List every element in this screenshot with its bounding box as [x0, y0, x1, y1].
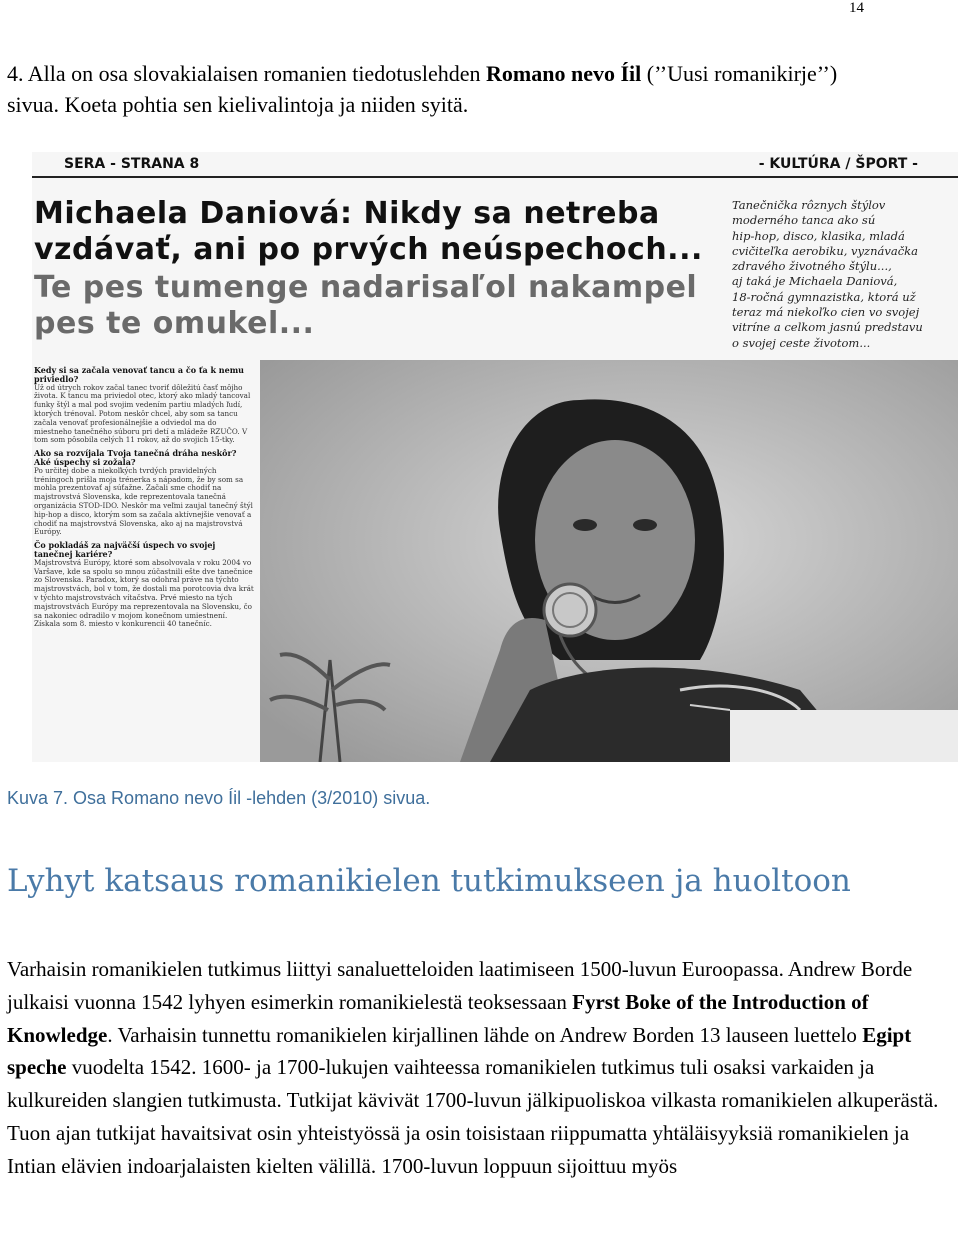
book-title: Fyrst Boke of the Introduction of Knowledge: [7, 989, 869, 1047]
interview-answer: Po určitej dobe a niekoľkých tvrdých pravidelných tréningoch prišla moja trénerka s nápadom, že by som sa mohla prezentovať aj súťažne. Začali sme chodiť na majstrovstvá Slovenska, kde reprezentovala tanečná organizácia STOD-IDO. Neskôr ma veľmi zaujal tanečný štýl hip-hop a disco, ktorým som sa začala aktívnejšie venovať a chodiť na majstrovstvá Slovenska, ako aj na majstrovstvá Európy.: [34, 465, 253, 537]
question-publication-name: Romano nevo Íil: [486, 61, 642, 86]
sidebar-line: aj taká je Michaela Daniová,: [732, 274, 898, 289]
body-paragraph: [7, 953, 952, 1183]
sidebar-line: vitríne a celkom jasnú predstavu: [732, 320, 923, 335]
sidebar-line: teraz má niekoľko cien vo svojej: [732, 305, 920, 320]
clipping-intro-sidebar: [732, 198, 952, 351]
newspaper-clipping: [32, 152, 958, 762]
interview-question: Kedy si sa začala venovať tancu a čo ťa k nemu priviedlo?: [34, 365, 244, 384]
interview-question: Ako sa rozvíjala Tvoja tanečná dráha neskôr? Aké úspechy si zožala?: [34, 448, 237, 467]
sidebar-line: moderného tanca ako sú: [732, 213, 876, 228]
clipping-section-right: - KULTÚRA / ŠPORT -: [758, 156, 918, 172]
clipping-headline-1: Michaela Daniová: Nikdy sa netreba: [34, 196, 660, 231]
sidebar-line: cvičiteľka aerobiku, vyznávačka: [732, 243, 918, 258]
question-text-2: (’’Uusi romanikirje’’) sivua. Koeta pohtia sen kielivalintoja ja niiden syitä.: [7, 61, 838, 117]
sidebar-line: zdravého životného štýlu...,: [732, 259, 892, 274]
clipping-headline-4: pes te omukel...: [34, 306, 315, 341]
interview-question: Čo pokladáš za najväčší úspech vo svojej tanečnej kariére?: [34, 540, 216, 559]
exercise-question: [7, 58, 887, 120]
body-text-1: Varhaisin romanikielen tutkimus liittyi sanaluetteloiden laatimiseen 1500-luvun Euroopassa. Andrew Borde julkaisi vuonna 1542 lyhyen esimerkin romanikielestä teoksessaan: [7, 957, 913, 1014]
interview-answer: Majstrovstvá Európy, ktoré som absolvovala v roku 2004 vo Varšave, kde sa spolu so mnou zúčastnili ešte dve tanečnice zo Slovenska. Paradox, ktorý sa odohral práve na týchto majstrovstvách, bol v tom, že dostali ma porotcovia dva krát v týchto majstrovstvách vítačstva. Prvé miesto na tých majstrovstvách Európy ma reprezentovala na Slovensku, čo sa nakoniec odradilo v mojom konečnom umiestnení. Získala som 8. miesto v konkurencii 40 tanečníc.: [34, 557, 254, 629]
sidebar-line: o svojej ceste životom...: [732, 335, 871, 350]
clipping-headline-3: Te pes tumenge nadarisaľol nakampel: [34, 270, 698, 305]
sidebar-line: hip-hop, disco, klasika, mladá: [732, 228, 905, 243]
dancer-photo: [260, 360, 958, 762]
body-text-3: vuodelta 1542. 1600- ja 1700-lukujen vaihteessa romanikielen tutkimus tuli osaksi varkaiden ja kulkureiden slangien tutkimusta. Tutkijat kävivät 1700-luvun jälkipuoliskoa vilkasta romanikielen alkuperästä. Tuon ajan tutkijat havaitsivat osin yhteistyössä ja osin toisistaan riippumatta yhtäläisyyksiä romanikielen ja Intian elävien indoarjalaisten kielten välillä. 1700-luvun loppuun sijoittuu myös: [7, 1055, 939, 1178]
source-title: Egipt speche: [7, 1022, 912, 1080]
body-text-2: . Varhaisin tunnettu romanikielen kirjallinen lähde on Andrew Borden 13 lauseen luettelo: [107, 1022, 863, 1047]
clipping-headline-2: vzdávať, ani po prvých neúspechoch...: [34, 232, 703, 267]
interview-answer: Už od útrych rokov začal tanec tvoriť dôležitú časť môjho života. K tancu ma priviedol otec, ktorý ako mladý tancoval funky štýl a mal pod svojim vedením partiu mladých ľudí, ktorých trénoval. Potom neskôr chcel, aby som sa tancu začala venovať profesionálnejšie a odviedol ma do miestneho tanečného súboru pri detí a mládeže RZUČO. V tom som pôsobila celých 11 rokov, až do svojich 15-tky.: [34, 382, 251, 445]
figure-caption: Kuva 7. Osa Romano nevo Íil -lehden (3/2010) sivua.: [7, 788, 431, 808]
page-number: 14: [849, 0, 864, 16]
clipping-header: [32, 152, 958, 178]
sidebar-line: Tanečnička rôznych štýlov: [732, 198, 886, 212]
clipping-interview-column: [34, 362, 254, 631]
section-heading: Lyhyt katsaus romanikielen tutkimukseen ja huoltoon: [7, 863, 851, 899]
question-text-1: 4. Alla on osa slovakialaisen romanien tiedotuslehden: [7, 61, 487, 86]
sidebar-line: 18-ročná gymnazistka, ktorá už: [732, 289, 916, 304]
clipping-section-left: SERA - STRANA 8: [64, 156, 200, 172]
